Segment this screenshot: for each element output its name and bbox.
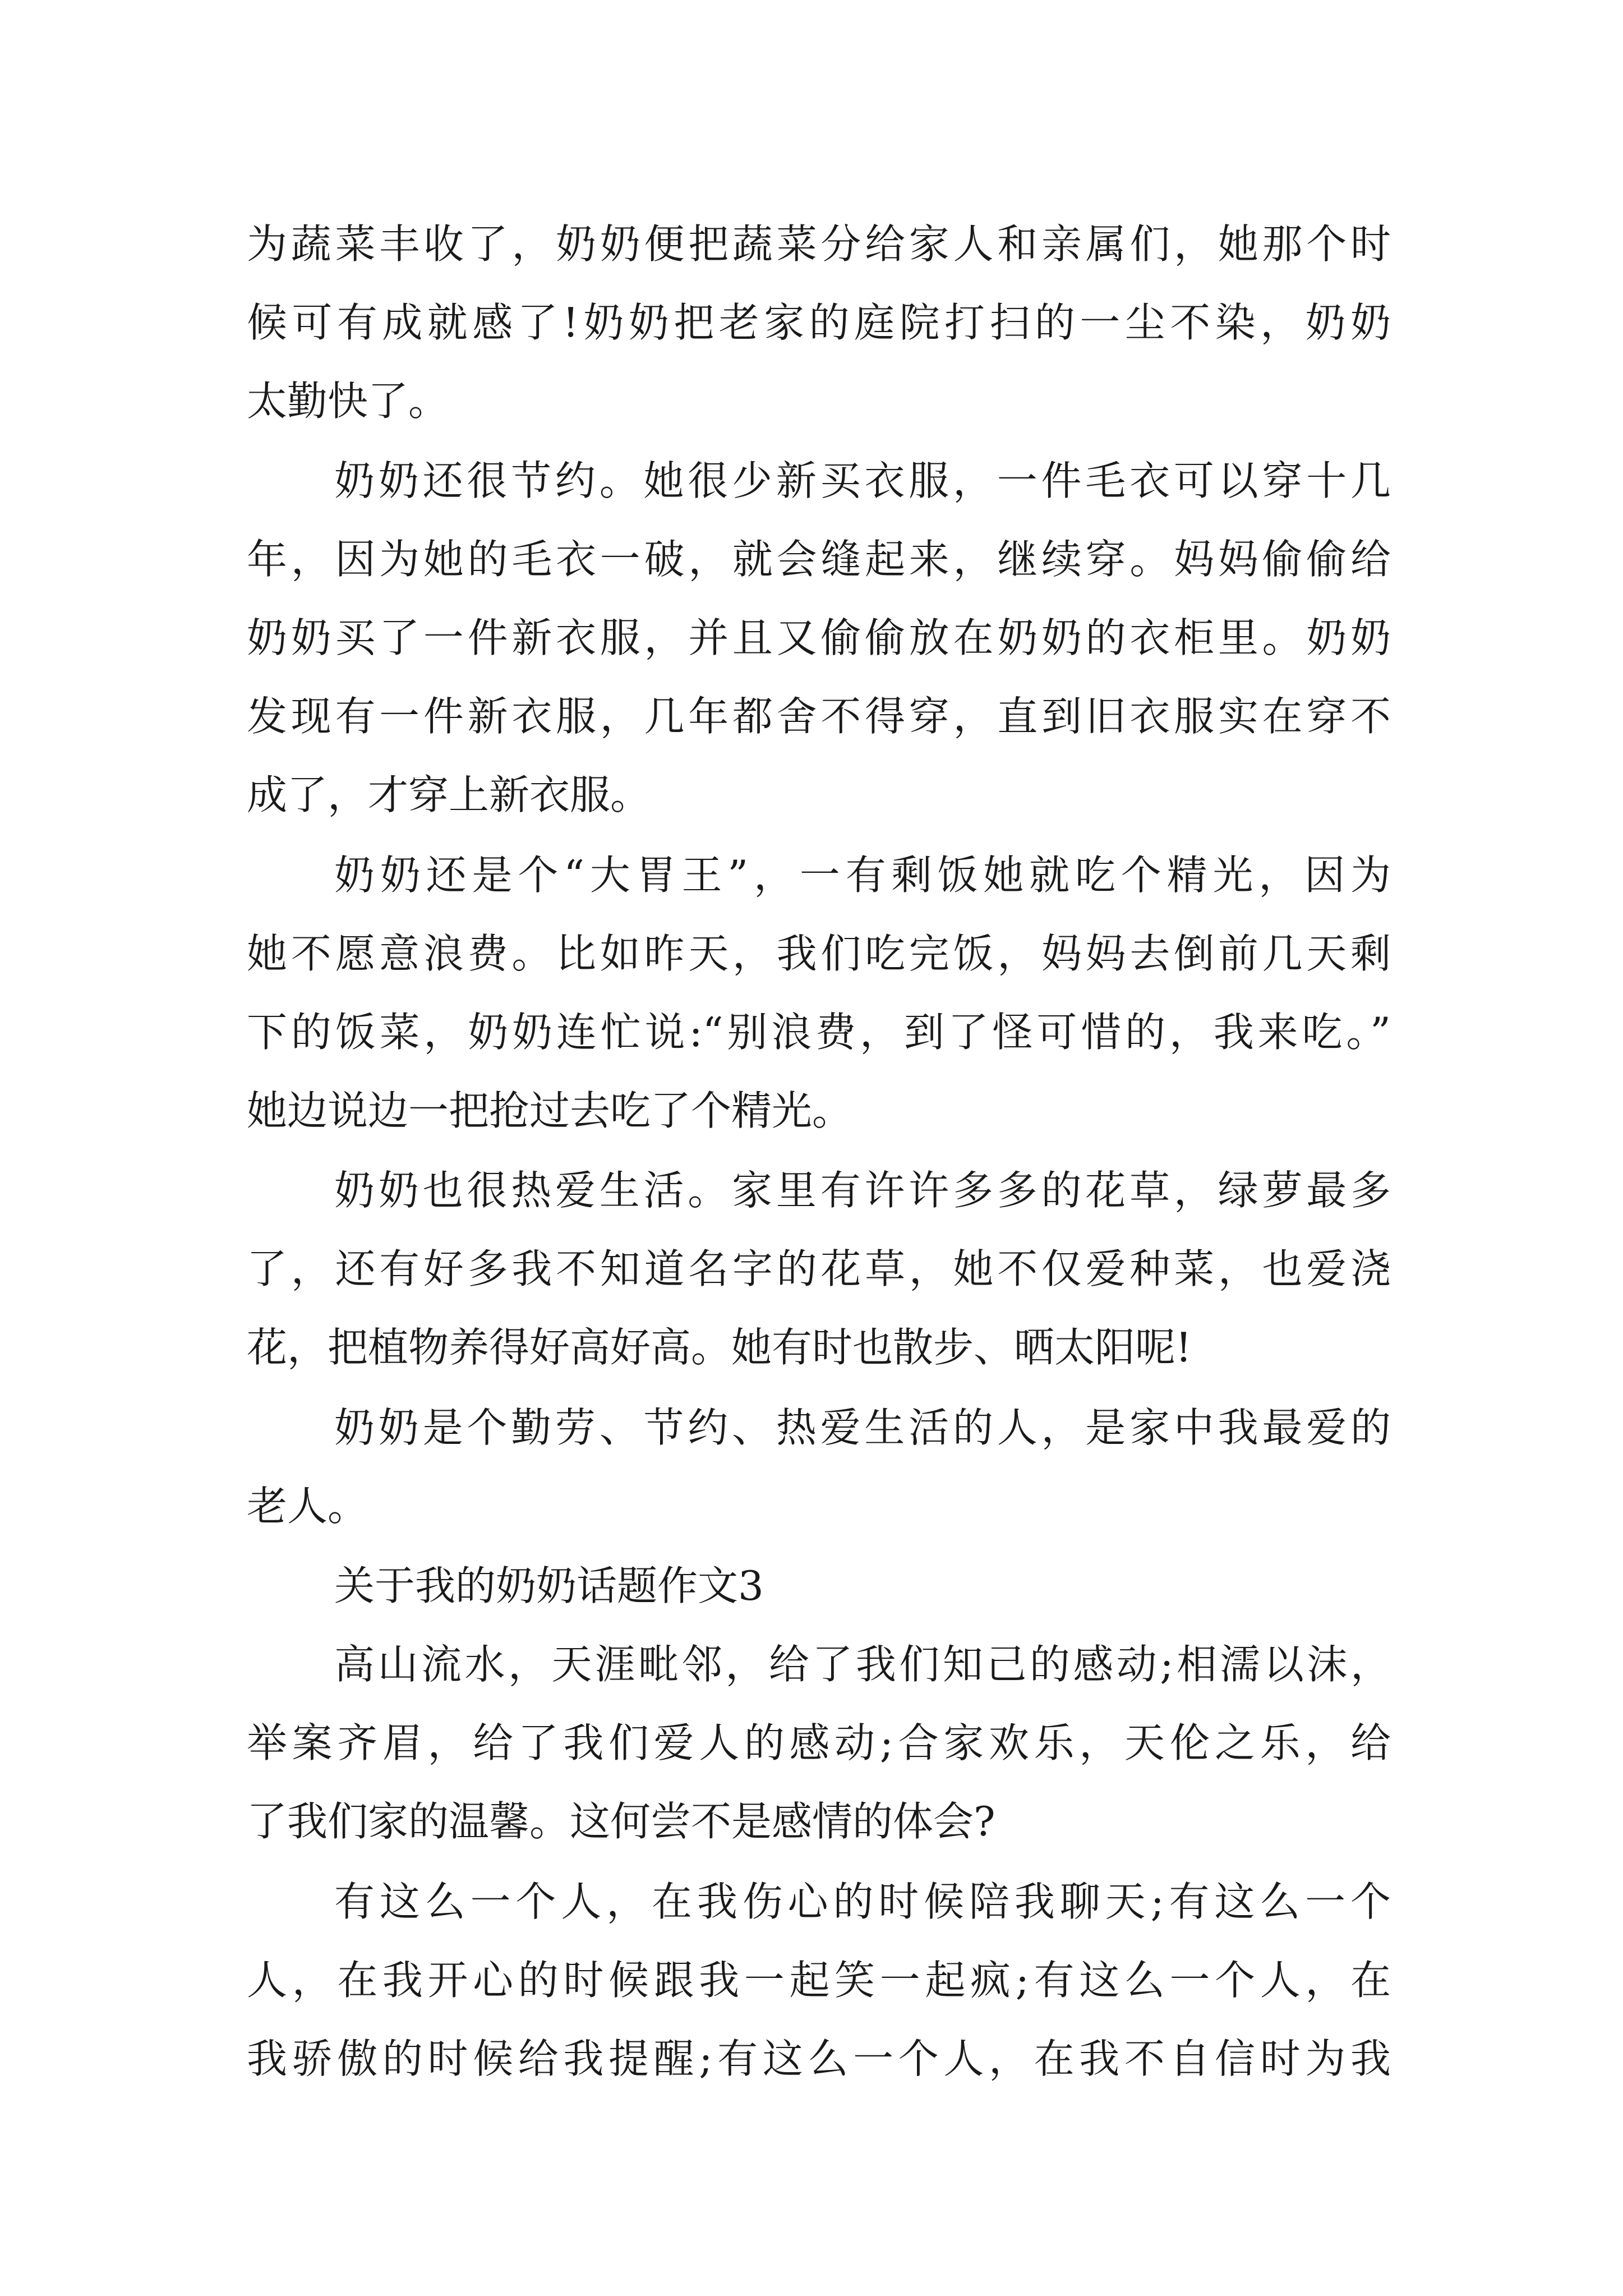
text-line: 成了，才穿上新衣服。 <box>247 771 651 818</box>
text-line: 老人。 <box>247 1483 368 1530</box>
text-line: 人，在我开心的时候跟我一起笑一起疯;有这么一个人，在 <box>247 1957 1391 2004</box>
text-line: 高山流水，天涯毗邻，给了我们知己的感动;相濡以沫， <box>334 1641 1391 1688</box>
text-line: 年，因为她的毛衣一破，就会缝起来，继续穿。妈妈偷偷给 <box>247 536 1391 583</box>
text-line: 她边说边一把抢过去吃了个精光。 <box>247 1087 853 1134</box>
section-heading: 关于我的奶奶话题作文3 <box>334 1562 764 1609</box>
text-line: 奶奶是个勤劳、节约、热爱生活的人，是家中我最爱的 <box>334 1404 1391 1451</box>
text-line: 为蔬菜丰收了，奶奶便把蔬菜分给家人和亲属们，她那个时 <box>247 220 1391 268</box>
text-line: 奶奶也很热爱生活。家里有许许多多的花草，绿萝最多 <box>334 1167 1391 1214</box>
text-line: 太勤快了。 <box>247 378 449 425</box>
text-line: 下的饭菜，奶奶连忙说:“别浪费，到了怪可惜的，我来吃。” <box>247 1009 1391 1056</box>
text-line: 候可有成就感了!奶奶把老家的庭院打扫的一尘不染，奶奶 <box>247 299 1391 346</box>
text-line: 了，还有好多我不知道名字的花草，她不仅爱种菜，也爱浇 <box>247 1245 1391 1292</box>
text-line: 了我们家的温馨。这何尝不是感情的体会? <box>247 1798 995 1845</box>
text-line: 奶奶还很节约。她很少新买衣服，一件毛衣可以穿十几 <box>334 457 1391 504</box>
text-line: 花，把植物养得好高好高。她有时也散步、晒太阳呢! <box>247 1324 1192 1371</box>
text-line: 奶奶买了一件新衣服，并且又偷偷放在奶奶的衣柜里。奶奶 <box>247 614 1391 661</box>
text-line: 有这么一个人，在我伤心的时候陪我聊天;有这么一个 <box>334 1878 1391 1925</box>
text-line: 发现有一件新衣服，几年都舍不得穿，直到旧衣服实在穿不 <box>247 693 1391 740</box>
text-line: 举案齐眉，给了我们爱人的感动;合家欢乐，天伦之乐，给 <box>247 1719 1391 1766</box>
text-line: 我骄傲的时候给我提醒;有这么一个人，在我不自信时为我 <box>247 2035 1391 2082</box>
text-line: 她不愿意浪费。比如昨天，我们吃完饭，妈妈去倒前几天剩 <box>247 930 1391 977</box>
text-line: 奶奶还是个“大胃王”，一有剩饭她就吃个精光，因为 <box>334 852 1391 899</box>
